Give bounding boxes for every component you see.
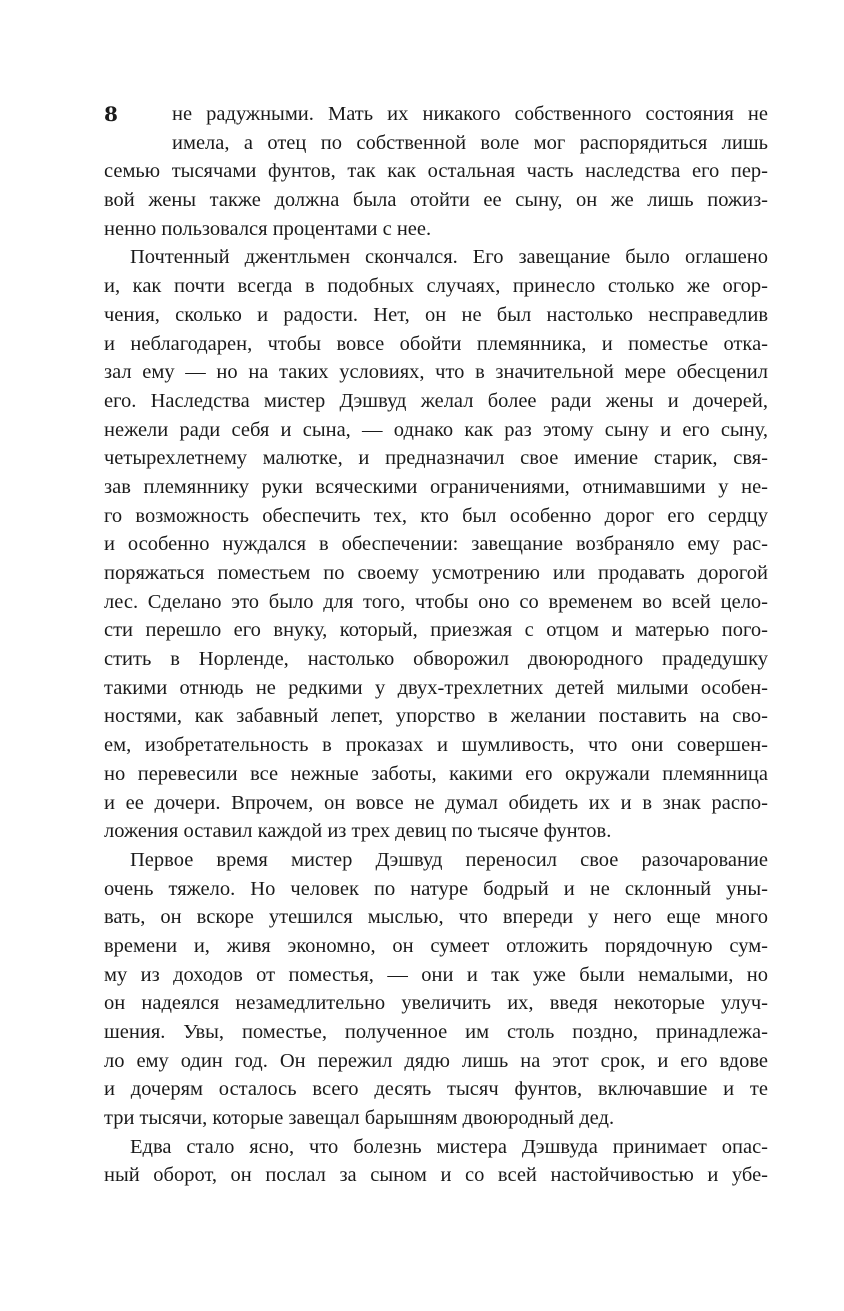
text-line: му из доходов от поместья, — они и так уже были немалыми, но — [104, 963, 768, 986]
text-line: лес. Сделано это было для того, чтобы оно со временем во всей цело- — [104, 590, 768, 613]
text-line: нежели ради себя и сына, — однако как раз этому сыну и его сыну, — [104, 418, 768, 441]
text-line: вой жены также должна была отойти ее сыну, он же лишь пожиз- — [104, 189, 768, 212]
text-line: и неблагодарен, чтобы вовсе обойти племянника, и поместье отка- — [104, 332, 768, 355]
text-line: ненно пользовался процентами с нее. — [104, 217, 432, 240]
text-line: и особенно нуждался в обеспечении: завещание возбраняло ему рас- — [104, 533, 768, 556]
text-line: Первое время мистер Дэшвуд переносил свое разочарование — [130, 848, 768, 871]
text-line: не радужными. Мать их никакого собственного состояния не — [172, 103, 768, 125]
text-line: го возможность обеспечить тех, кто был особенно дорог его сердцу — [104, 504, 768, 527]
text-line: но перевесили все нежные заботы, какими его окружали племянница — [104, 762, 768, 785]
text-line: четырехлетнему малютке, и предназначил свое имение старик, свя- — [104, 447, 768, 470]
text-line: ложения оставил каждой из трех девиц по тысяче фунтов. — [104, 820, 612, 843]
text-line: ем, изобретательность в проказах и шумливость, что они совершен- — [104, 734, 768, 757]
text-line: времени и, живя экономно, он сумеет отложить порядочную сум- — [104, 934, 768, 957]
text-line: Едва стало ясно, что болезнь мистера Дэшвуда принимает опас- — [130, 1135, 768, 1158]
text-line: и дочерям осталось всего десять тысяч фунтов, включавшие и те — [104, 1078, 768, 1101]
text-line: и, как почти всегда в подобных случаях, принесло столько же огор- — [104, 275, 768, 298]
text-line: ный оборот, он послал за сыном и со всей настойчивостью и убе- — [104, 1164, 768, 1187]
page-number: 8 — [104, 102, 118, 126]
text-line: и ее дочери. Впрочем, он вовсе не думал обидеть их и в знак распо- — [104, 791, 768, 814]
text-line: вать, он вскоре утешился мыслью, что впереди у него еще много — [104, 906, 768, 929]
text-line: зав племяннику руки всяческими ограничениями, отнимавшими у не- — [104, 475, 768, 498]
body-text — [104, 100, 768, 1190]
text-line: сти перешло его внуку, который, приезжая с отцом и матерью пого- — [104, 619, 768, 642]
text-line: поряжаться поместьем по своему усмотрению или продавать дорогой — [104, 562, 768, 584]
text-line: семью тысячами фунтов, так как остальная часть наследства его пер- — [104, 160, 768, 183]
text-line: зал ему — но на таких условиях, что в значительной мере обесценил — [104, 361, 768, 384]
text-line: он надеялся незамедлительно увеличить их, введя некоторые улуч- — [104, 992, 768, 1015]
text-line: имела, а отец по собственной воле мог распорядиться лишь — [172, 131, 768, 154]
text-line: шения. Увы, поместье, полученное им столь поздно, принадлежа- — [104, 1021, 768, 1043]
text-line: его. Наследства мистер Дэшвуд желал более ради жены и дочерей, — [104, 389, 768, 412]
text-line: такими отнюдь не редкими у двух-трехлетних детей милыми особен- — [104, 676, 768, 699]
text-line: очень тяжело. Но человек по натуре бодрый и не склонный уны- — [104, 877, 768, 900]
text-line: ло ему один год. Он пережил дядю лишь на этот срок, и его вдове — [104, 1049, 768, 1072]
text-line: Почтенный джентльмен скончался. Его завещание было оглашено — [130, 246, 768, 269]
text-line: три тысячи, которые завещал барышням двоюродный дед. — [104, 1107, 615, 1130]
text-line: стить в Норленде, настолько обворожил двоюродного прадедушку — [104, 648, 768, 671]
text-line: чения, сколько и радости. Нет, он не был настолько несправедлив — [104, 303, 768, 326]
text-line: ностями, как забавный лепет, упорство в желании поставить на сво- — [104, 705, 768, 728]
